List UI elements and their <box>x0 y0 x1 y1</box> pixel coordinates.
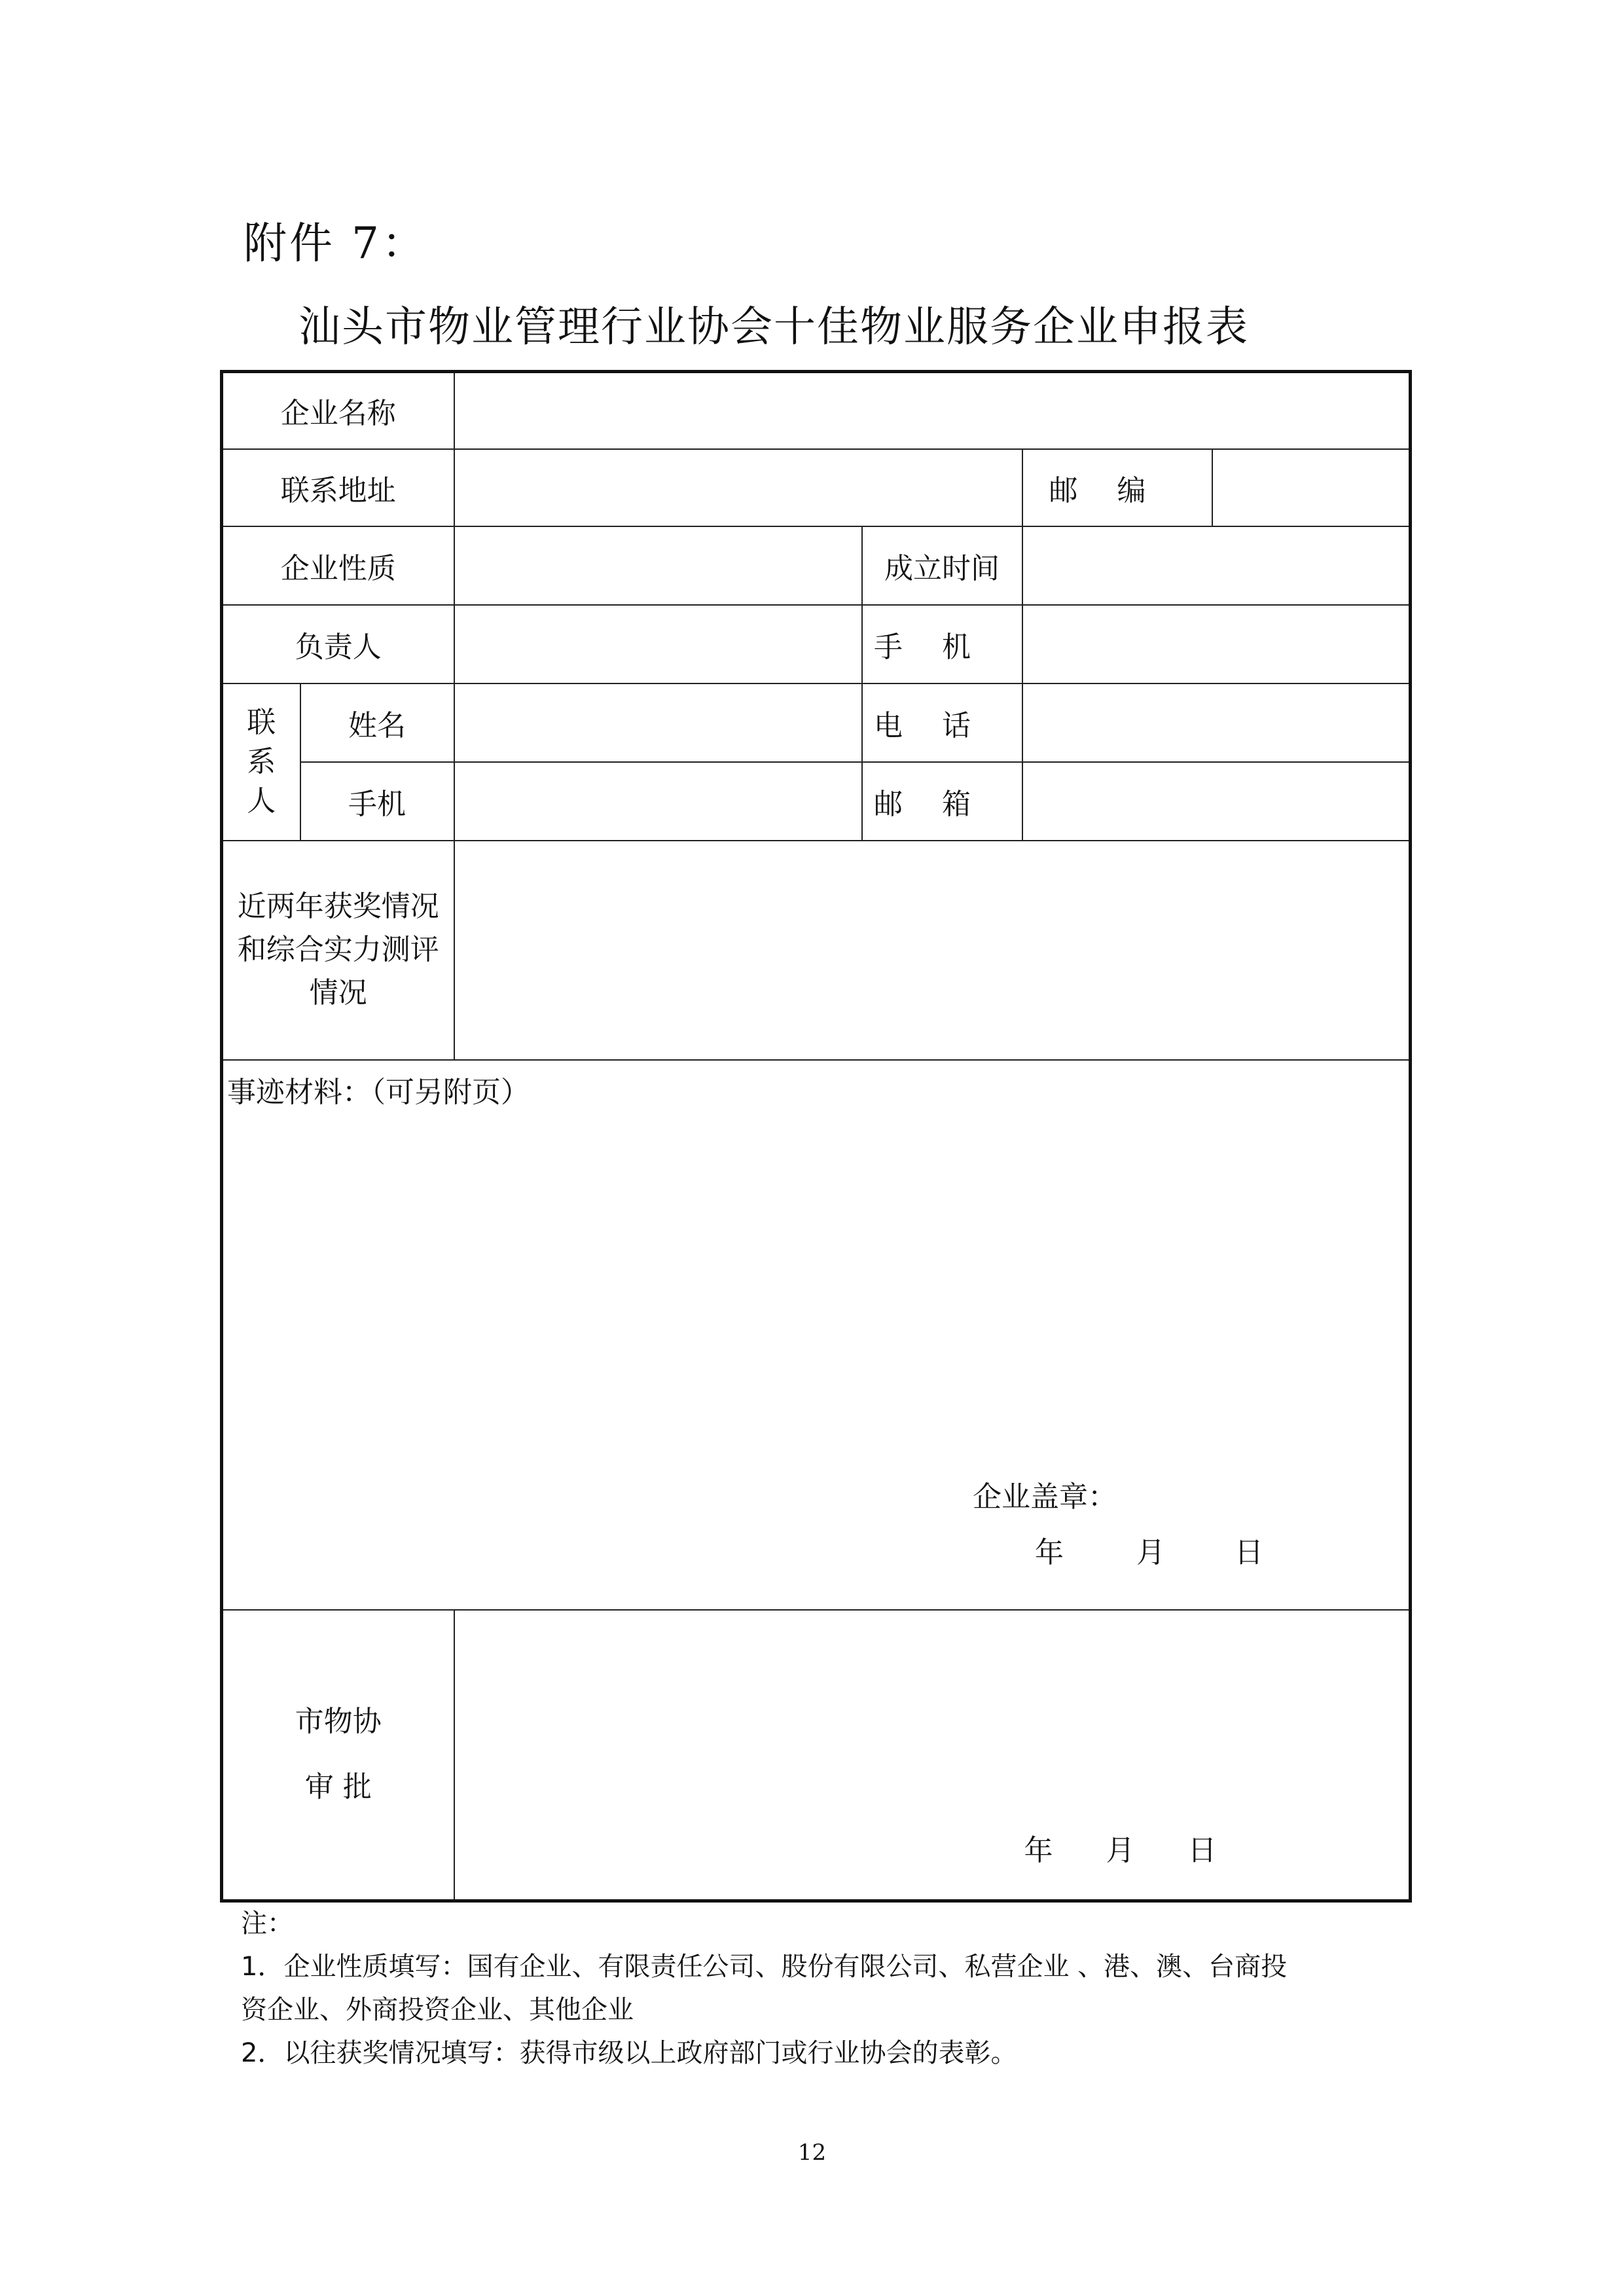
contact-group-char: 联 <box>247 705 276 739</box>
deeds-label: 事迹材料：（可另附页） <box>227 1075 530 1109</box>
contact-email-label: 邮箱 <box>862 762 1022 841</box>
person-in-charge-label: 负责人 <box>222 605 454 683</box>
date-month: 月 <box>1106 1833 1135 1867</box>
contact-person-group-label <box>222 683 300 841</box>
founded-field[interactable] <box>1022 526 1411 605</box>
date-month: 月 <box>1136 1535 1165 1569</box>
approval-date <box>1024 1827 1217 1868</box>
page-number: 12 <box>797 2140 827 2166</box>
deeds-section[interactable] <box>222 1060 1411 1610</box>
address-label: 联系地址 <box>222 449 454 526</box>
approval-label-line: 市物协 <box>295 1705 382 1739</box>
notes-heading: 注： <box>241 1908 293 1939</box>
postcode-label: 邮编 <box>1022 449 1212 526</box>
mobile-field[interactable] <box>1022 605 1411 683</box>
contact-mobile-field[interactable] <box>454 762 862 841</box>
date-day: 日 <box>1235 1535 1263 1569</box>
note-line: 2．以往获奖情况填写：获得市级以上政府部门或行业协会的表彰。 <box>241 2038 1017 2068</box>
contact-email-field[interactable] <box>1022 762 1411 841</box>
approval-label <box>222 1610 454 1901</box>
contact-mobile-label: 手机 <box>300 762 454 841</box>
founded-label: 成立时间 <box>862 526 1022 605</box>
contact-group-char: 人 <box>247 784 276 818</box>
awards-label-line: 近两年获奖情况 <box>237 890 439 923</box>
note-line: 1．企业性质填写：国有企业、有限责任公司、股份有限公司、私营企业 、港、澳、台商投 <box>241 1952 1288 1982</box>
application-form-table <box>220 370 1412 1903</box>
company-name-label: 企业名称 <box>222 372 454 449</box>
contact-group-char: 系 <box>247 744 276 778</box>
contact-phone-field[interactable] <box>1022 683 1411 762</box>
notes <box>241 1902 1419 2075</box>
awards-label <box>222 841 454 1060</box>
attachment-label: 附件 7： <box>244 218 427 268</box>
approval-field[interactable] <box>454 1610 1411 1901</box>
date-day: 日 <box>1187 1833 1217 1867</box>
person-in-charge-field[interactable] <box>454 605 862 683</box>
company-type-label: 企业性质 <box>222 526 454 605</box>
date-year: 年 <box>1035 1535 1064 1569</box>
awards-field[interactable] <box>454 841 1411 1060</box>
postcode-field[interactable] <box>1212 449 1411 526</box>
document-title: 汕头市物业管理行业协会十佳物业服务企业申报表 <box>298 303 1249 352</box>
awards-label-line: 和综合实力测评 <box>237 933 439 966</box>
seal-date <box>1035 1529 1263 1571</box>
contact-name-label: 姓名 <box>300 683 454 762</box>
company-seal-label: 企业盖章： <box>973 1480 1117 1514</box>
awards-label-line: 情况 <box>309 976 367 1010</box>
note-line: 资企业、外商投资企业、其他企业 <box>241 1995 634 2025</box>
approval-label-line: 审 批 <box>304 1770 372 1804</box>
contact-name-field[interactable] <box>454 683 862 762</box>
contact-phone-label: 电话 <box>862 683 1022 762</box>
date-year: 年 <box>1024 1833 1053 1867</box>
company-type-field[interactable] <box>454 526 862 605</box>
mobile-label: 手机 <box>862 605 1022 683</box>
address-field[interactable] <box>454 449 1022 526</box>
company-name-field[interactable] <box>454 372 1411 449</box>
